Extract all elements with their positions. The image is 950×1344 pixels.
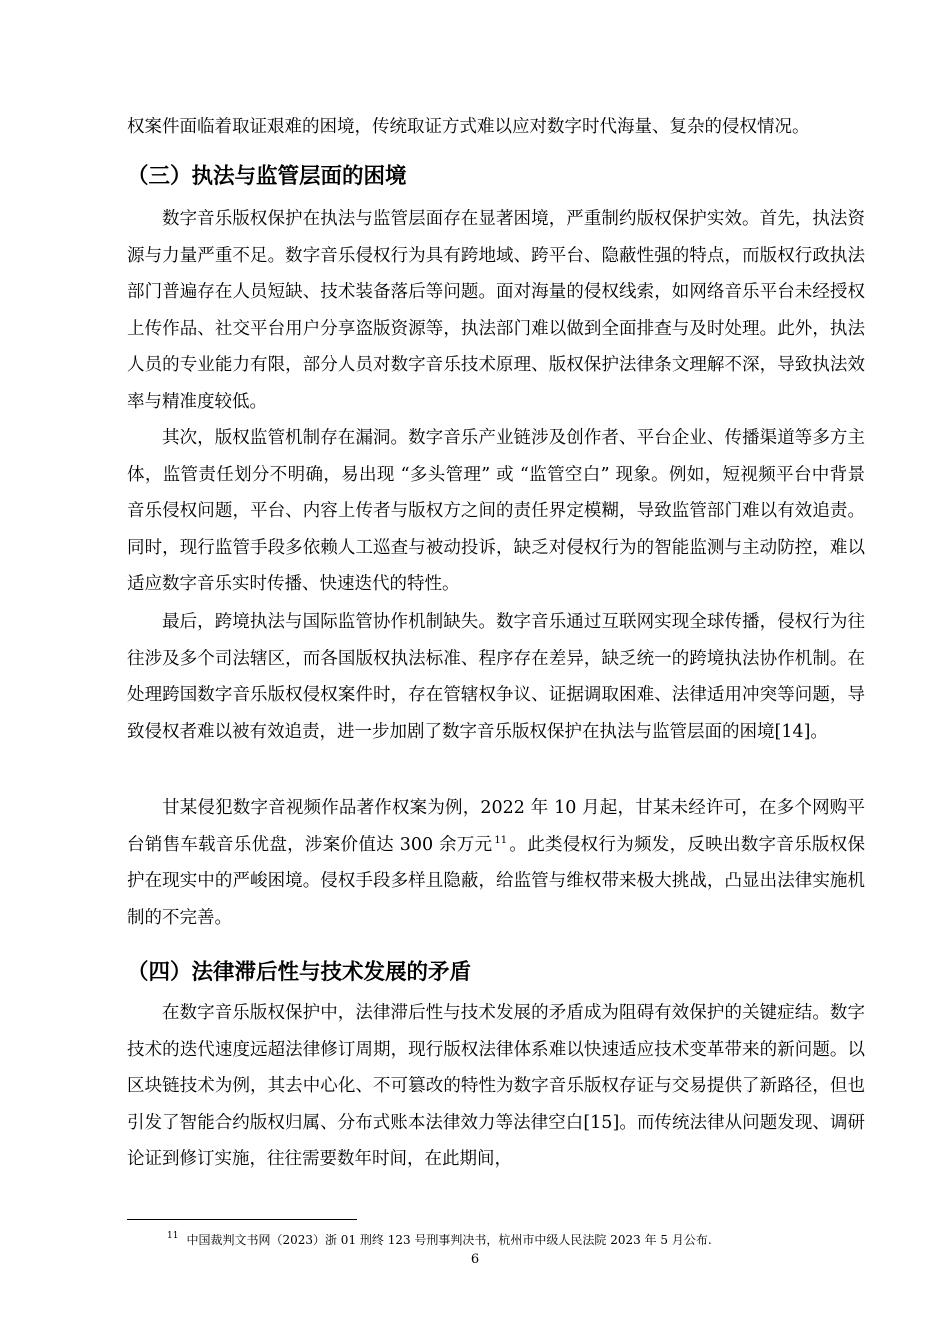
case-text-b: 。此类侵权行为频发，反映出数字音乐版权保护在现实中的严峻困境。侵权手段多样且隐蔽，给监管与维权带来极大挑战，凸显出法律实施机制的不完善。 [127,834,866,928]
paragraph-enforcement-1: 数字音乐版权保护在执法与监管层面存在显著困境，严重制约版权保护实效。首先，执法资源与力量严重不足。数字音乐侵权行为具有跨地域、跨平台、隐蔽性强的特点，而版权行政执法部门普遍存在人员短缺、技术装备落后等问题。面对海量的侵权线索，如网络音乐平台未经授权上传作品、社交平台用户分享盗版资源等，执法部门难以做到全面排查与及时处理。此外，执法人员的专业能力有限，部分人员对数字音乐技术原理、版权保护法律条文理解不深，导致执法效率与精准度较低。 [127,209,865,412]
section-heading-4: （四）法律滞后性与技术发展的矛盾 [127,960,472,985]
footnote-ref: 11 [494,834,508,846]
paragraph-enforcement-3: 最后，跨境执法与国际监管协作机制缺失。数字音乐通过互联网实现全球传播，侵权行为往往涉及多个司法辖区，而各国版权执法标准、程序存在差异，缺乏统一的跨境执法协作机制。在处理跨国数字音乐版权侵权案件时，存在管辖权争议、证据调取困难、法律适用冲突等问题，导致侵权者难以被有效追责，进一步加剧了数字音乐版权保护在执法与监管层面的困境[14]。 [127,612,865,742]
footnote-divider [127,1219,357,1220]
footnote-text: 中国裁判文书网（2023）浙 01 刑终 123 号刑事判决书，杭州市中级人民法院 2023 年 5 月公布. [186,1233,712,1247]
paragraph-law-lag: 在数字音乐版权保护中，法律滞后性与技术发展的矛盾成为阻碍有效保护的关键症结。数字技术的迭代速度远超法律修订周期，现行版权法律体系难以快速适应技术变革带来的新问题。以区块链技术为例，其去中心化、不可篡改的特性为数字音乐版权存证与交易提供了新路径，但也引发了智能合约版权归属、分布式账本法律效力等法律空白[15]。而传统法律从问题发现、调研论证到修订实施，往往需要数年时间，在此期间， [127,1003,865,1169]
page-number: 6 [470,1252,480,1267]
footnote [127,1228,865,1249]
case-text-a: 甘某侵犯数字音视频作品著作权案为例，2022 年 10 月起，甘某未经许可，在多个网购平台销售车载音乐优盘，涉案价值达 300 余万元 [127,798,865,855]
footnote-number: 11 [167,1231,179,1241]
section-heading-3: （三）执法与监管层面的困境 [127,164,407,189]
paragraph-enforcement-2: 其次，版权监管机制存在漏洞。数字音乐产业链涉及创作者、平台企业、传播渠道等多方主体，监管责任划分不明确，易出现 “多头管理” 或 “监管空白” 现象。例如，短视频平台中背景音乐侵权问题，平台、内容上传者与版权方之间的责任界定模糊，导致监管部门难以有效追责。同时，现行监管手段多依赖人工巡查与被动投诉，缺乏对侵权行为的智能监测与主动防控，难以适应数字音乐实时传播、快速迭代的特性。 [127,428,865,594]
paragraph-case-example [127,790,865,936]
paragraph-continued: 权案件面临着取证艰难的困境，传统取证方式难以应对数字时代海量、复杂的侵权情况。 [127,117,810,137]
